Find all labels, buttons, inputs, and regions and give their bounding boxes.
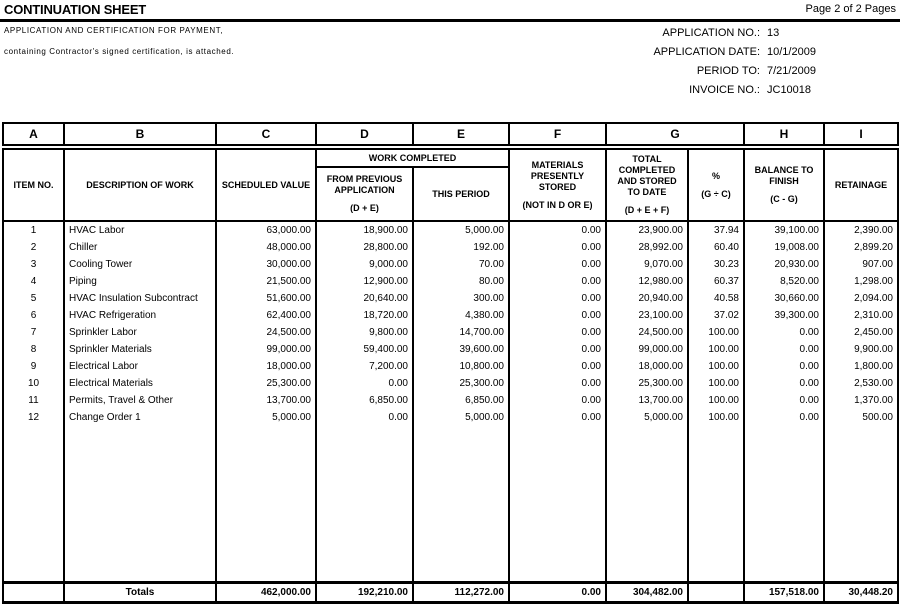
cell-item-no: 3: [3, 256, 64, 273]
cell-total-completed: 18,000.00: [606, 358, 688, 375]
cell-total-completed: 23,100.00: [606, 307, 688, 324]
table-row: [3, 256, 898, 273]
totals-percent: [688, 582, 744, 602]
cell-retainage: 2,390.00: [824, 221, 898, 239]
totals-row: [3, 582, 898, 602]
cell-percent: 60.40: [688, 239, 744, 256]
cell-scheduled-value: 5,000.00: [216, 409, 316, 426]
header-from-previous: [316, 167, 413, 221]
header-description: DESCRIPTION OF WORK: [64, 147, 216, 221]
cell-total-completed: 25,300.00: [606, 375, 688, 392]
cell-balance: 19,008.00: [744, 239, 824, 256]
column-letter-i: I: [824, 123, 898, 147]
empty-filler-row: [3, 426, 898, 582]
cell-scheduled-value: 24,500.00: [216, 324, 316, 341]
cell-from-previous: 7,200.00: [316, 358, 413, 375]
cell-this-period: 5,000.00: [413, 221, 509, 239]
cell-description: Sprinkler Labor: [64, 324, 216, 341]
cell-description: Electrical Materials: [64, 375, 216, 392]
cell-this-period: 300.00: [413, 290, 509, 307]
cell-materials-stored: 0.00: [509, 273, 606, 290]
cell-balance: 0.00: [744, 324, 824, 341]
cell-item-no: 9: [3, 358, 64, 375]
cell-materials-stored: 0.00: [509, 392, 606, 409]
cell-item-no: 11: [3, 392, 64, 409]
cell-this-period: 6,850.00: [413, 392, 509, 409]
cell-percent: 100.00: [688, 409, 744, 426]
column-letter-h: H: [744, 123, 824, 147]
cell-materials-stored: 0.00: [509, 239, 606, 256]
cell-materials-stored: 0.00: [509, 290, 606, 307]
column-letter-a: A: [3, 123, 64, 147]
cell-scheduled-value: 13,700.00: [216, 392, 316, 409]
column-letter-c: C: [216, 123, 316, 147]
cell-balance: 30,660.00: [744, 290, 824, 307]
cell-item-no: 7: [3, 324, 64, 341]
cell-total-completed: 12,980.00: [606, 273, 688, 290]
cell-total-completed: 99,000.00: [606, 341, 688, 358]
cell-materials-stored: 0.00: [509, 375, 606, 392]
cell-description: HVAC Labor: [64, 221, 216, 239]
cell-from-previous: 9,800.00: [316, 324, 413, 341]
table-row: [3, 358, 898, 375]
cell-description: Sprinkler Materials: [64, 341, 216, 358]
header-from-previous-sub: (D + E): [350, 203, 379, 213]
totals-materials-stored: 0.00: [509, 582, 606, 602]
cell-scheduled-value: 21,500.00: [216, 273, 316, 290]
header-total-completed-sub: (D + E + F): [624, 205, 670, 215]
cell-total-completed: 20,940.00: [606, 290, 688, 307]
cell-materials-stored: 0.00: [509, 307, 606, 324]
application-no-label: APPLICATION NO.:: [662, 26, 760, 39]
cell-materials-stored: 0.00: [509, 256, 606, 273]
totals-label: Totals: [64, 582, 216, 602]
cell-total-completed: 28,992.00: [606, 239, 688, 256]
period-to-row: [440, 61, 880, 80]
table-row: [3, 324, 898, 341]
cell-from-previous: 28,800.00: [316, 239, 413, 256]
table-row: [3, 290, 898, 307]
header-work-completed: WORK COMPLETED: [316, 147, 509, 167]
application-date-value: 10/1/2009: [767, 45, 816, 58]
cell-description: Piping: [64, 273, 216, 290]
cell-item-no: 1: [3, 221, 64, 239]
cell-scheduled-value: 99,000.00: [216, 341, 316, 358]
cell-this-period: 14,700.00: [413, 324, 509, 341]
table-row: [3, 409, 898, 426]
header-percent-main: %: [711, 170, 720, 181]
cell-this-period: 80.00: [413, 273, 509, 290]
cell-this-period: 70.00: [413, 256, 509, 273]
cell-total-completed: 23,900.00: [606, 221, 688, 239]
table-row: [3, 221, 898, 239]
page-title: CONTINUATION SHEET: [4, 2, 147, 17]
cell-scheduled-value: 18,000.00: [216, 358, 316, 375]
cell-this-period: 10,800.00: [413, 358, 509, 375]
cell-from-previous: 20,640.00: [316, 290, 413, 307]
cell-percent: 30.23: [688, 256, 744, 273]
column-letter-row: [3, 123, 898, 147]
header-this-period: THIS PERIOD: [413, 167, 509, 221]
column-letter-g: G: [606, 123, 744, 147]
cell-retainage: 2,310.00: [824, 307, 898, 324]
cell-materials-stored: 0.00: [509, 341, 606, 358]
cell-scheduled-value: 63,000.00: [216, 221, 316, 239]
cell-scheduled-value: 30,000.00: [216, 256, 316, 273]
cell-retainage: 2,530.00: [824, 375, 898, 392]
cell-total-completed: 13,700.00: [606, 392, 688, 409]
invoice-no-value: JC10018: [767, 83, 812, 96]
header-materials-stored: [509, 147, 606, 221]
application-no-row: [440, 23, 880, 42]
cell-percent: 100.00: [688, 341, 744, 358]
cell-this-period: 25,300.00: [413, 375, 509, 392]
cell-retainage: 1,298.00: [824, 273, 898, 290]
title-divider: [0, 19, 900, 22]
invoice-no-row: [440, 80, 880, 99]
cell-description: Chiller: [64, 239, 216, 256]
table-row: [3, 307, 898, 324]
cell-from-previous: 18,900.00: [316, 221, 413, 239]
totals-total-completed: 304,482.00: [606, 582, 688, 602]
cell-item-no: 6: [3, 307, 64, 324]
cell-total-completed: 5,000.00: [606, 409, 688, 426]
cell-description: HVAC Insulation Subcontract: [64, 290, 216, 307]
cell-item-no: 4: [3, 273, 64, 290]
cell-percent: 40.58: [688, 290, 744, 307]
cell-retainage: 1,800.00: [824, 358, 898, 375]
cell-materials-stored: 0.00: [509, 358, 606, 375]
totals-scheduled-value: 462,000.00: [216, 582, 316, 602]
cell-percent: 37.02: [688, 307, 744, 324]
certification-note-line2: containing Contractor's signed certification, is attached.: [4, 47, 235, 56]
table-row: [3, 273, 898, 290]
header-percent-sub: (G ÷ C): [701, 188, 731, 199]
cell-scheduled-value: 51,600.00: [216, 290, 316, 307]
cell-retainage: 2,094.00: [824, 290, 898, 307]
cell-item-no: 2: [3, 239, 64, 256]
cell-from-previous: 12,900.00: [316, 273, 413, 290]
cell-materials-stored: 0.00: [509, 221, 606, 239]
page-number-label: Page 2 of 2 Pages: [805, 3, 896, 15]
header-row: [3, 147, 898, 167]
totals-balance-to-finish: 157,518.00: [744, 582, 824, 602]
totals-this-period: 112,272.00: [413, 582, 509, 602]
header-balance-to-finish-sub: (C - G): [770, 194, 798, 204]
cell-item-no: 12: [3, 409, 64, 426]
cell-description: HVAC Refrigeration: [64, 307, 216, 324]
cell-total-completed: 24,500.00: [606, 324, 688, 341]
application-info-block: [440, 23, 880, 99]
cell-this-period: 5,000.00: [413, 409, 509, 426]
cell-total-completed: 9,070.00: [606, 256, 688, 273]
period-to-label: PERIOD TO:: [696, 64, 760, 77]
header-balance-to-finish: [744, 147, 824, 221]
period-to-value: 7/21/2009: [767, 64, 816, 77]
cell-percent: 60.37: [688, 273, 744, 290]
table-row: [3, 341, 898, 358]
cell-percent: 37.94: [688, 221, 744, 239]
cell-retainage: 500.00: [824, 409, 898, 426]
cell-description: Permits, Travel & Other: [64, 392, 216, 409]
column-letter-e: E: [413, 123, 509, 147]
cell-percent: 100.00: [688, 392, 744, 409]
header-percent: [688, 147, 744, 221]
cell-materials-stored: 0.00: [509, 409, 606, 426]
header-item-no: ITEM NO.: [3, 147, 64, 221]
application-no-value: 13: [767, 26, 780, 39]
cell-from-previous: 0.00: [316, 409, 413, 426]
cell-percent: 100.00: [688, 375, 744, 392]
certification-note-line1: APPLICATION AND CERTIFICATION FOR PAYMENT,: [4, 26, 224, 35]
cell-item-no: 8: [3, 341, 64, 358]
cell-item-no: 5: [3, 290, 64, 307]
totals-retainage: 30,448.20: [824, 582, 898, 602]
header-total-completed: [606, 147, 688, 221]
cell-balance: 0.00: [744, 375, 824, 392]
cell-item-no: 10: [3, 375, 64, 392]
totals-item-cell: [3, 582, 64, 602]
cell-description: Change Order 1: [64, 409, 216, 426]
application-date-row: [440, 42, 880, 61]
cell-percent: 100.00: [688, 358, 744, 375]
cell-balance: 39,100.00: [744, 221, 824, 239]
cell-retainage: 9,900.00: [824, 341, 898, 358]
cell-from-previous: 9,000.00: [316, 256, 413, 273]
header-materials-stored-sub: (NOT IN D OR E): [522, 199, 593, 210]
continuation-table: [2, 122, 899, 604]
cell-this-period: 39,600.00: [413, 341, 509, 358]
cell-balance: 0.00: [744, 358, 824, 375]
cell-this-period: 192.00: [413, 239, 509, 256]
cell-scheduled-value: 62,400.00: [216, 307, 316, 324]
cell-balance: 39,300.00: [744, 307, 824, 324]
cell-balance: 20,930.00: [744, 256, 824, 273]
column-letter-d: D: [316, 123, 413, 147]
header-retainage: RETAINAGE: [824, 147, 898, 221]
application-date-label: APPLICATION DATE:: [653, 45, 760, 58]
cell-balance: 0.00: [744, 341, 824, 358]
table-row: [3, 239, 898, 256]
cell-description: Cooling Tower: [64, 256, 216, 273]
column-letter-b: B: [64, 123, 216, 147]
cell-retainage: 2,450.00: [824, 324, 898, 341]
header-balance-to-finish-main: BALANCE TO FINISH: [754, 165, 814, 186]
cell-from-previous: 6,850.00: [316, 392, 413, 409]
cell-scheduled-value: 48,000.00: [216, 239, 316, 256]
cell-retainage: 907.00: [824, 256, 898, 273]
cell-from-previous: 0.00: [316, 375, 413, 392]
cell-this-period: 4,380.00: [413, 307, 509, 324]
invoice-no-label: INVOICE NO.:: [689, 83, 760, 96]
header-total-completed-main: TOTAL COMPLETED AND STORED TO DATE: [617, 154, 677, 197]
cell-balance: 8,520.00: [744, 273, 824, 290]
cell-scheduled-value: 25,300.00: [216, 375, 316, 392]
cell-from-previous: 18,720.00: [316, 307, 413, 324]
cell-balance: 0.00: [744, 392, 824, 409]
cell-retainage: 2,899.20: [824, 239, 898, 256]
cell-materials-stored: 0.00: [509, 324, 606, 341]
header-materials-stored-main: MATERIALS PRESENTLY STORED: [530, 159, 585, 192]
header-from-previous-main: FROM PREVIOUS APPLICATION: [326, 174, 403, 195]
cell-from-previous: 59,400.00: [316, 341, 413, 358]
column-letter-f: F: [509, 123, 606, 147]
header-scheduled-value: SCHEDULED VALUE: [216, 147, 316, 221]
totals-from-previous: 192,210.00: [316, 582, 413, 602]
cell-retainage: 1,370.00: [824, 392, 898, 409]
table-row: [3, 392, 898, 409]
cell-description: Electrical Labor: [64, 358, 216, 375]
cell-percent: 100.00: [688, 324, 744, 341]
cell-balance: 0.00: [744, 409, 824, 426]
table-row: [3, 375, 898, 392]
